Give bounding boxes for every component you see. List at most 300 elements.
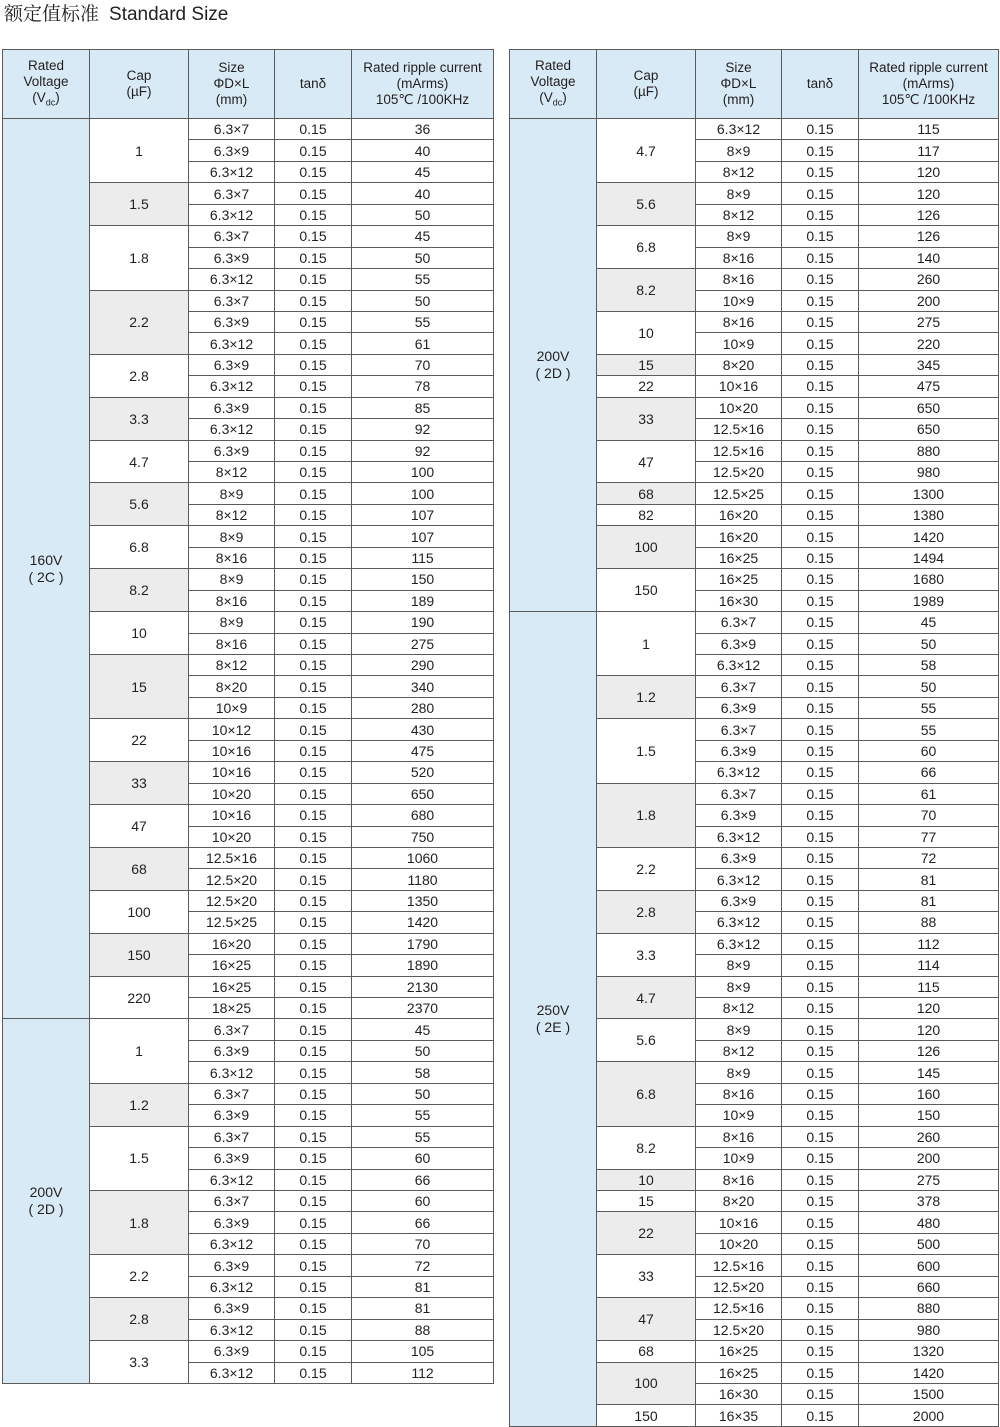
cell-ripple: 2370: [351, 998, 494, 1018]
table-row: [188, 376, 494, 397]
cell-tan: 0.15: [781, 762, 858, 782]
cell-ripple: 1989: [858, 591, 999, 611]
cap-cell: 4.7: [89, 441, 188, 484]
cell-size: 10×16: [188, 741, 274, 761]
cell-tan: 0.15: [781, 312, 858, 332]
cell-tan: 0.15: [781, 119, 858, 139]
cap-cell: 2.2: [89, 291, 188, 355]
cell-size: 12.5×16: [695, 441, 781, 461]
cell-ripple: 117: [858, 140, 999, 160]
cap-cell: 1.2: [596, 676, 695, 719]
title-en: Standard Size: [109, 4, 229, 25]
cell-ripple: 107: [351, 526, 494, 546]
cell-size: 6.3×12: [188, 1363, 274, 1383]
cell-tan: 0.15: [781, 462, 858, 482]
cell-ripple: 55: [351, 269, 494, 289]
cell-ripple: 140: [858, 248, 999, 268]
cell-ripple: 66: [858, 762, 999, 782]
table-row: [188, 741, 494, 762]
cell-size: 6.3×9: [695, 891, 781, 911]
cell-size: 10×16: [695, 376, 781, 396]
cell-size: 6.3×12: [188, 376, 274, 396]
cell-tan: 0.15: [781, 955, 858, 975]
cell-tan: 0.15: [781, 805, 858, 825]
table-row: [695, 1019, 999, 1040]
cell-ripple: 45: [351, 226, 494, 246]
cap-cell: 33: [89, 762, 188, 805]
cell-size: 10×9: [695, 291, 781, 311]
cell-tan: 0.15: [274, 1191, 351, 1211]
header-cap: Cap (µF): [596, 50, 695, 118]
table-row: [188, 1127, 494, 1148]
cell-tan: 0.15: [274, 483, 351, 503]
cell-tan: 0.15: [274, 762, 351, 782]
cell-tan: 0.15: [781, 591, 858, 611]
table-row: [188, 569, 494, 590]
cell-tan: 0.15: [781, 1384, 858, 1404]
cell-size: 8×20: [695, 355, 781, 375]
cap-cell: 4.7: [596, 977, 695, 1020]
cell-tan: 0.15: [781, 419, 858, 439]
cell-ripple: 85: [351, 398, 494, 418]
cell-tan: 0.15: [781, 676, 858, 696]
table-row: [188, 119, 494, 140]
cap-cell: 15: [596, 1191, 695, 1212]
cell-ripple: 70: [858, 805, 999, 825]
cap-cell: 1.8: [89, 226, 188, 290]
table-row: [188, 226, 494, 247]
cell-size: 6.3×7: [695, 676, 781, 696]
table-row: [188, 1298, 494, 1319]
header-cap: Cap (µF): [89, 50, 188, 118]
cap-cell: 47: [596, 1298, 695, 1341]
table-row: [695, 269, 999, 290]
cell-tan: 0.15: [781, 1341, 858, 1361]
table-row: [695, 1320, 999, 1341]
table-row: [188, 140, 494, 161]
cell-size: 8×20: [695, 1191, 781, 1211]
table-row: [188, 827, 494, 848]
table-row: [695, 741, 999, 762]
cell-ripple: 50: [858, 676, 999, 696]
table-row: [695, 869, 999, 890]
cell-size: 8×9: [188, 612, 274, 632]
cap-cell: 6.8: [596, 1062, 695, 1126]
table-row: [695, 248, 999, 269]
cell-tan: 0.15: [274, 312, 351, 332]
cell-ripple: 70: [351, 355, 494, 375]
cap-cell: 47: [596, 441, 695, 484]
cell-ripple: 2130: [351, 977, 494, 997]
table-row: [188, 1084, 494, 1105]
cell-tan: 0.15: [781, 698, 858, 718]
cell-ripple: 1890: [351, 955, 494, 975]
cap-cell: 5.6: [89, 483, 188, 526]
table-row: [695, 1148, 999, 1169]
cell-size: 16×25: [188, 955, 274, 975]
table-row: [188, 1341, 494, 1362]
cell-ripple: 190: [351, 612, 494, 632]
cell-size: 16×25: [695, 1363, 781, 1383]
cell-size: 12.5×25: [188, 912, 274, 932]
table-row: [188, 634, 494, 655]
cell-tan: 0.15: [274, 698, 351, 718]
cell-ripple: 660: [858, 1277, 999, 1297]
cell-size: 6.3×7: [188, 183, 274, 203]
cell-ripple: 81: [351, 1298, 494, 1318]
cell-tan: 0.15: [274, 1170, 351, 1190]
cell-size: 10×9: [695, 333, 781, 353]
cell-ripple: 120: [858, 162, 999, 182]
table-row: [188, 419, 494, 440]
cell-size: 6.3×7: [188, 226, 274, 246]
cell-ripple: 45: [858, 612, 999, 632]
table-row: [188, 891, 494, 912]
cell-size: 6.3×12: [188, 1062, 274, 1082]
cell-tan: 0.15: [781, 205, 858, 225]
cell-size: 12.5×20: [695, 462, 781, 482]
cell-ripple: 1420: [858, 1363, 999, 1383]
table-row: [188, 291, 494, 312]
cell-ripple: 126: [858, 1041, 999, 1061]
cap-cell: 68: [596, 483, 695, 504]
cell-ripple: 260: [858, 269, 999, 289]
cell-size: 6.3×9: [188, 312, 274, 332]
table-row: [695, 1341, 999, 1362]
cell-tan: 0.15: [781, 1019, 858, 1039]
cell-size: 8×12: [695, 162, 781, 182]
cell-ripple: 36: [351, 119, 494, 139]
table-row: [695, 1191, 999, 1212]
cell-ripple: 475: [351, 741, 494, 761]
cell-ripple: 650: [351, 784, 494, 804]
table-row: [188, 205, 494, 226]
cap-cell: 150: [596, 1405, 695, 1426]
cell-size: 8×12: [695, 998, 781, 1018]
table-row: [695, 998, 999, 1019]
cell-tan: 0.15: [274, 1277, 351, 1297]
cell-tan: 0.15: [274, 441, 351, 461]
table-row: [695, 398, 999, 419]
cell-tan: 0.15: [274, 891, 351, 911]
cell-tan: 0.15: [781, 1105, 858, 1125]
cell-tan: 0.15: [781, 784, 858, 804]
table-row: [188, 462, 494, 483]
table-row: [695, 355, 999, 376]
table-row: [188, 269, 494, 290]
table-row: [188, 934, 494, 955]
cell-tan: 0.15: [274, 1084, 351, 1104]
cell-tan: 0.15: [274, 376, 351, 396]
table-row: [188, 655, 494, 676]
cell-ripple: 2000: [858, 1405, 999, 1425]
cell-tan: 0.15: [274, 869, 351, 889]
cell-size: 6.3×9: [695, 698, 781, 718]
cell-size: 8×9: [695, 140, 781, 160]
cell-size: 6.3×9: [188, 248, 274, 268]
cell-size: 8×9: [695, 183, 781, 203]
cell-size: 12.5×16: [695, 1298, 781, 1318]
cell-tan: 0.15: [781, 376, 858, 396]
cell-size: 10×16: [188, 762, 274, 782]
cell-tan: 0.15: [274, 291, 351, 311]
table-row: [695, 591, 999, 612]
cell-ripple: 520: [351, 762, 494, 782]
table-row: [695, 1277, 999, 1298]
cell-ripple: 70: [351, 1234, 494, 1254]
cell-tan: 0.15: [274, 1148, 351, 1168]
cell-ripple: 88: [858, 912, 999, 932]
table-row: [188, 441, 494, 462]
cell-tan: 0.15: [274, 1298, 351, 1318]
cell-ripple: 345: [858, 355, 999, 375]
cap-cell: 15: [89, 655, 188, 719]
table-row: [695, 784, 999, 805]
cell-size: 6.3×7: [188, 1191, 274, 1211]
cell-tan: 0.15: [274, 655, 351, 675]
header-voltage: Rated Voltage $(V_{dc})$: [2, 50, 89, 118]
cell-tan: 0.15: [781, 505, 858, 525]
cell-size: 16×30: [695, 1384, 781, 1404]
cell-ripple: 120: [858, 183, 999, 203]
cell-tan: 0.15: [274, 1127, 351, 1147]
cell-size: 6.3×12: [695, 912, 781, 932]
table-row: [188, 719, 494, 740]
cell-tan: 0.15: [781, 1212, 858, 1232]
cap-cell: 150: [596, 569, 695, 612]
cell-tan: 0.15: [781, 398, 858, 418]
cell-size: 6.3×12: [188, 333, 274, 353]
cell-tan: 0.15: [274, 1019, 351, 1039]
table-row: [695, 526, 999, 547]
cell-tan: 0.15: [781, 526, 858, 546]
cell-size: 6.3×7: [695, 784, 781, 804]
cell-ripple: 55: [858, 698, 999, 718]
cell-size: 16×35: [695, 1405, 781, 1425]
cap-cell: 5.6: [596, 183, 695, 226]
table-row: [695, 1363, 999, 1384]
cell-ripple: 114: [858, 955, 999, 975]
table-row: [188, 784, 494, 805]
cap-cell: 220: [89, 977, 188, 1020]
cell-size: 6.3×9: [188, 1148, 274, 1168]
cell-tan: 0.15: [781, 269, 858, 289]
cell-ripple: 72: [858, 848, 999, 868]
cell-size: 6.3×9: [695, 634, 781, 654]
cell-ripple: 60: [858, 741, 999, 761]
cell-tan: 0.15: [781, 548, 858, 568]
cell-ripple: 45: [351, 162, 494, 182]
table-row: [695, 1127, 999, 1148]
cell-ripple: 650: [858, 419, 999, 439]
cell-size: 12.5×20: [695, 1277, 781, 1297]
cell-tan: 0.15: [274, 912, 351, 932]
cell-size: 6.3×7: [188, 1084, 274, 1104]
cell-tan: 0.15: [781, 998, 858, 1018]
cell-size: 6.3×9: [695, 848, 781, 868]
cell-size: 10×12: [188, 719, 274, 739]
cap-cell: 33: [596, 398, 695, 441]
title-cn: 额定值标准: [4, 4, 100, 25]
cap-cell: 3.3: [596, 934, 695, 977]
cell-size: 8×9: [695, 226, 781, 246]
cell-ripple: 475: [858, 376, 999, 396]
cell-ripple: 105: [351, 1341, 494, 1361]
table-row: [695, 419, 999, 440]
cell-ripple: 100: [351, 483, 494, 503]
table-row: [695, 612, 999, 633]
cell-tan: 0.15: [781, 612, 858, 632]
cap-cell: 100: [89, 891, 188, 934]
table-row: [695, 483, 999, 504]
table-row: [188, 1019, 494, 1040]
cell-ripple: 115: [858, 977, 999, 997]
cell-tan: 0.15: [781, 1127, 858, 1147]
table-row: [695, 955, 999, 976]
table-row: [695, 1041, 999, 1062]
cell-ripple: 480: [858, 1212, 999, 1232]
cap-cell: 82: [596, 505, 695, 526]
cell-tan: 0.15: [274, 462, 351, 482]
table-header: [509, 49, 999, 119]
header-ripple: Rated ripple current (mArms) 105℃ /100KHz: [858, 50, 999, 118]
cell-size: 8×12: [188, 655, 274, 675]
cell-ripple: 200: [858, 1148, 999, 1168]
cell-ripple: 55: [351, 312, 494, 332]
cell-size: 8×16: [188, 634, 274, 654]
cap-cell: 6.8: [596, 226, 695, 269]
cell-tan: 0.15: [274, 1255, 351, 1275]
cell-ripple: 58: [351, 1062, 494, 1082]
table-row: [695, 205, 999, 226]
cell-ripple: 980: [858, 462, 999, 482]
cell-tan: 0.15: [781, 1298, 858, 1318]
cell-tan: 0.15: [781, 634, 858, 654]
cell-ripple: 275: [351, 634, 494, 654]
cell-ripple: 77: [858, 827, 999, 847]
cell-ripple: 1300: [858, 483, 999, 503]
cell-tan: 0.15: [781, 1363, 858, 1383]
cell-tan: 0.15: [781, 977, 858, 997]
voltage-cell: 200V ( 2D ): [2, 1019, 89, 1383]
cell-tan: 0.15: [274, 419, 351, 439]
cell-tan: 0.15: [781, 934, 858, 954]
table-row: [695, 140, 999, 161]
cell-ripple: 150: [351, 569, 494, 589]
cell-tan: 0.15: [274, 526, 351, 546]
cell-tan: 0.15: [274, 119, 351, 139]
cell-tan: 0.15: [781, 655, 858, 675]
cell-size: 6.3×9: [188, 1298, 274, 1318]
cell-tan: 0.15: [274, 848, 351, 868]
table-row: [695, 891, 999, 912]
cap-cell: 4.7: [596, 119, 695, 183]
cell-ripple: 145: [858, 1062, 999, 1082]
cell-size: 8×12: [188, 462, 274, 482]
table-row: [188, 1191, 494, 1212]
cap-cell: 5.6: [596, 1019, 695, 1062]
cell-ripple: 50: [351, 291, 494, 311]
cell-tan: 0.15: [781, 719, 858, 739]
cell-ripple: 78: [351, 376, 494, 396]
cap-cell: 2.8: [89, 1298, 188, 1341]
cell-size: 16×25: [695, 569, 781, 589]
cell-ripple: 1680: [858, 569, 999, 589]
cell-tan: 0.15: [781, 569, 858, 589]
cell-tan: 0.15: [274, 1234, 351, 1254]
cell-tan: 0.15: [274, 784, 351, 804]
cell-size: 6.3×12: [695, 119, 781, 139]
cell-tan: 0.15: [274, 1212, 351, 1232]
cell-ripple: 750: [351, 827, 494, 847]
cell-ripple: 81: [858, 891, 999, 911]
cell-tan: 0.15: [781, 1148, 858, 1168]
table-row: [188, 1148, 494, 1169]
cell-tan: 0.15: [781, 183, 858, 203]
cell-size: 16×20: [695, 526, 781, 546]
cell-size: 6.3×9: [695, 741, 781, 761]
cap-cell: 1.2: [89, 1084, 188, 1127]
cell-ripple: 112: [858, 934, 999, 954]
table-row: [188, 612, 494, 633]
cell-tan: 0.15: [781, 1062, 858, 1082]
cell-tan: 0.15: [274, 827, 351, 847]
cap-cell: 8.2: [89, 569, 188, 612]
cell-ripple: 1380: [858, 505, 999, 525]
cell-tan: 0.15: [274, 741, 351, 761]
table-row: [188, 1255, 494, 1276]
cell-size: 6.3×9: [188, 1105, 274, 1125]
cap-cell: 68: [89, 848, 188, 891]
cell-tan: 0.15: [781, 441, 858, 461]
table-row: [695, 1298, 999, 1319]
table-row: [695, 1212, 999, 1233]
cell-ripple: 88: [351, 1320, 494, 1340]
cell-tan: 0.15: [781, 1234, 858, 1254]
table-row: [188, 526, 494, 547]
cap-cell: 1.5: [596, 719, 695, 783]
table-row: [188, 1234, 494, 1255]
cell-size: 6.3×7: [695, 612, 781, 632]
table-row: [695, 719, 999, 740]
table-row: [188, 848, 494, 869]
cell-ripple: 45: [351, 1019, 494, 1039]
cell-size: 6.3×9: [188, 1341, 274, 1361]
cell-size: 8×16: [695, 1170, 781, 1190]
table-row: [695, 376, 999, 397]
cell-size: 6.3×12: [188, 205, 274, 225]
cell-size: 8×9: [188, 526, 274, 546]
table-row: [188, 805, 494, 826]
cell-ripple: 1420: [351, 912, 494, 932]
cell-ripple: 430: [351, 719, 494, 739]
cell-tan: 0.15: [274, 676, 351, 696]
table-row: [695, 805, 999, 826]
header-ripple: Rated ripple current (mArms) 105℃ /100KHz: [351, 50, 494, 118]
cell-ripple: 92: [351, 441, 494, 461]
cell-tan: 0.15: [274, 998, 351, 1018]
cell-tan: 0.15: [274, 398, 351, 418]
cap-cell: 8.2: [596, 1127, 695, 1170]
table-row: [188, 1277, 494, 1298]
cell-ripple: 81: [351, 1277, 494, 1297]
cell-tan: 0.15: [274, 1062, 351, 1082]
cell-size: 16×20: [695, 505, 781, 525]
cell-ripple: 60: [351, 1148, 494, 1168]
table-row: [695, 934, 999, 955]
cell-size: 8×9: [695, 1062, 781, 1082]
table-row: [188, 1062, 494, 1083]
